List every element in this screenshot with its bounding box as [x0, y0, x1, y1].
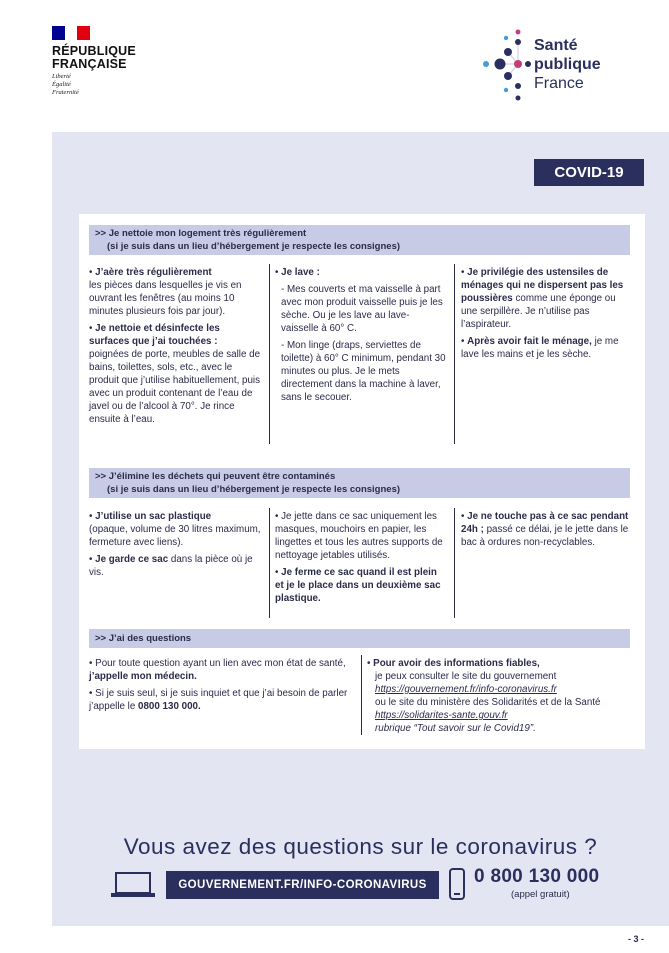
gouvernement-url-button[interactable]: GOUVERNEMENT.FR/INFO-CORONAVIRUS [166, 871, 439, 899]
section-waste-title: >> J’élimine les déchets qui peuvent être contaminés [95, 471, 336, 482]
section-questions-title: >> J’ai des questions [95, 633, 192, 644]
motto-liberte: Liberté [52, 73, 71, 80]
list-item: • Je garde ce sac dans la pièce où je vis. [89, 554, 253, 578]
cleaning-column-2 [275, 266, 447, 408]
list-item: - Mes couverts et ma vaisselle à part avec mon produit vaisselle puis je les sèche. Ou je les lave au lave-vaisselle à 60° C. [281, 284, 443, 334]
solidarites-sante-link[interactable]: https://solidarites-sante.gouv.fr [375, 710, 508, 721]
column-divider [454, 508, 455, 618]
questions-callout: Vous avez des questions sur le coronavirus ? [123, 834, 598, 859]
sante-publique-france-logo [478, 28, 628, 108]
list-item: • Je privilégie des ustensiles de ménages qui ne dispersent pas les poussières comme une éponge ou une serpillère. Je n’utilise pas l’aspirateur. [461, 267, 624, 330]
section-waste-subtitle: (si je suis dans un lieu d’hébergement je respecte les consignes) [107, 484, 401, 495]
list-item: • J’utilise un sac plastique (opaque, volume de 30 litres maximum, fermeture avec liens). [89, 511, 261, 548]
list-item: • Après avoir fait le ménage, je me lave les mains et je les sèche. [461, 336, 619, 360]
laptop-icon [110, 871, 156, 899]
waste-column-1 [89, 510, 261, 583]
main-panel [52, 132, 669, 926]
section-waste-header [89, 468, 630, 498]
list-item: • Je lave : [275, 267, 320, 278]
list-item: • Si je suis seul, si je suis inquiet et que j’ai besoin de parler j’appelle le 0800 130 000. [89, 688, 348, 712]
gouvernement-link[interactable]: https://gouvernement.fr/info-coronavirus.fr [375, 684, 557, 695]
waste-column-3 [461, 510, 633, 553]
info-text: rubrique “Tout savoir sur le Covid19”. [375, 723, 536, 734]
column-divider [361, 655, 362, 735]
cleaning-column-3 [461, 266, 633, 365]
motto-fraternite: Fraternité [52, 89, 79, 96]
section-cleaning-header [89, 225, 630, 255]
column-divider [269, 264, 270, 444]
questions-column-1 [89, 657, 351, 717]
spf-dots-icon [478, 28, 534, 108]
questions-column-2 [367, 657, 639, 735]
hotline-number: 0 800 130 000 [474, 866, 600, 887]
cleaning-column-1 [89, 266, 261, 430]
list-item: • Pour avoir des informations fiables, [367, 658, 540, 669]
info-text: je peux consulter le site du gouvernement [375, 671, 557, 682]
column-divider [454, 264, 455, 444]
list-item: - Mon linge (draps, serviettes de toilette) à 60° C minimum, pendant 30 minutes ou plus. Je le mets directement dans la machine à laver, sans le secouer. [281, 340, 446, 403]
list-item: • Je ferme ce sac quand il est plein et je le place dans un deuxième sac plastique. [275, 567, 441, 604]
waste-column-2 [275, 510, 447, 609]
republique-line1: RÉPUBLIQUE [52, 44, 136, 58]
section-cleaning-title: >> Je nettoie mon logement très régulièrement [95, 228, 307, 239]
phone-icon [448, 868, 466, 900]
page-number: - 3 - [627, 934, 644, 944]
spf-line3: France [534, 75, 584, 92]
french-flag-icon [52, 26, 90, 40]
list-item: • Je ne touche pas à ce sac pendant 24h ; passé ce délai, je le jette dans le bac à ordures non-recyclables. [461, 511, 629, 548]
motto-egalite: Égalité [52, 81, 71, 88]
spf-line2: publique [534, 56, 601, 73]
list-item: • Je nettoie et désinfecte les surfaces que j’ai touchées : poignées de porte, meubles de salle de bains, toilettes, sols, etc., avec le produit que j’utilise habituellement, puis avec un produit contenant de l’eau de javel ou de l’alcool à 70°. Je rince ensuite à l’eau. [89, 323, 261, 425]
column-divider [269, 508, 270, 618]
hotline-note: (appel gratuit) [511, 889, 570, 900]
covid-badge: COVID-19 [534, 159, 644, 186]
list-item: • Pour toute question ayant un lien avec mon état de santé, j’appelle mon médecin. [89, 658, 346, 682]
section-questions-header [89, 629, 630, 648]
list-item: • J’aère très régulièrement les pièces dans lesquelles je vis en ouvrant les fenêtres (au moins 10 minutes plusieurs fois par jour). [89, 267, 242, 317]
motto [52, 73, 136, 97]
instructions-card [79, 214, 645, 749]
spf-line1: Santé [534, 37, 578, 54]
info-text: ou le site du ministère des Solidarités et de la Santé [375, 697, 601, 708]
republique-francaise-logo [52, 26, 136, 97]
section-cleaning-subtitle: (si je suis dans un lieu d’hébergement je respecte les consignes) [107, 241, 401, 252]
list-item: • Je jette dans ce sac uniquement les masques, mouchoirs en papier, les lingettes et tous les autres supports de nettoyage jetables utilisés. [275, 511, 443, 561]
republique-line2: FRANÇAISE [52, 57, 127, 71]
